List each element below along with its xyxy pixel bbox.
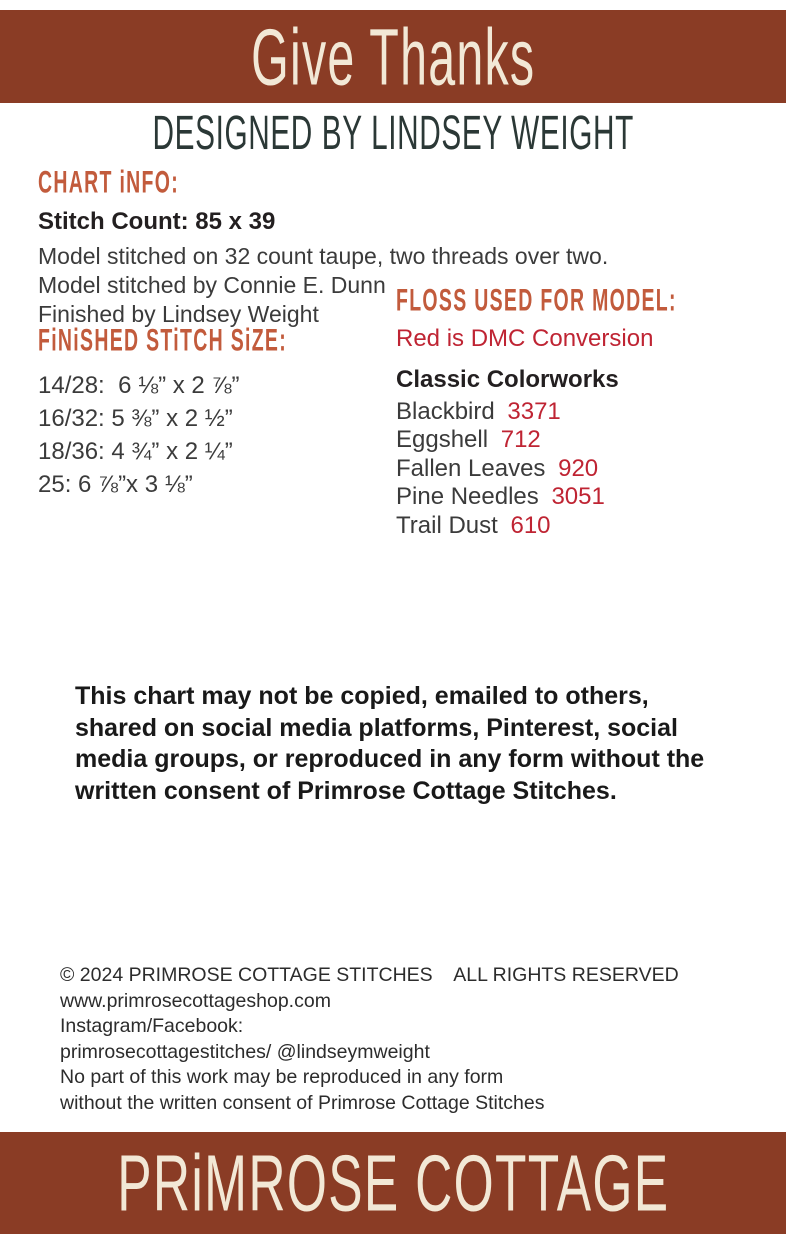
floss-brand: Classic Colorworks: [396, 365, 619, 393]
stitch-count: Stitch Count: 85 x 39: [38, 208, 276, 235]
copyright-notice: This chart may not be copied, emailed to others, shared on social media platforms, Pinterest, social media groups, or reproduced in any form without the written consent of Primrose Cottage Stitches.: [75, 682, 705, 805]
model-fabric-line: Model stitched on 32 count taupe, two threads over two.: [38, 242, 609, 269]
title-banner: [0, 10, 786, 103]
reproduction-notice-line-1: No part of this work may be reproduced in any form: [60, 1066, 504, 1088]
floss-color-name: Fallen Leaves: [396, 454, 546, 482]
social-handles-line: primrosecottagestitches/ @lindseymweight: [60, 1040, 430, 1063]
designer-credit-row: [0, 107, 786, 160]
floss-dmc-number: 3051: [551, 483, 605, 511]
floss-heading: FLOSS USED FOR MODEL:: [396, 283, 677, 318]
brand-banner: [0, 1132, 786, 1234]
finished-stitch-size-section: [38, 324, 421, 501]
floss-dmc-number: 610: [510, 511, 551, 539]
floss-color-name: Blackbird: [396, 397, 495, 425]
copyright-line: © 2024 PRIMROSE COTTAGE STITCHES ALL RIGHTS RESERVED: [60, 964, 679, 986]
floss-item-pine-needles: [396, 483, 766, 512]
floss-item-blackbird: [396, 398, 766, 427]
chart-info-heading: CHART iNFO:: [38, 165, 180, 200]
floss-color-name: Eggshell: [396, 426, 489, 454]
size-line-18-36: 18/36: 4 ¾” x 2 ¼”: [38, 438, 233, 465]
footer-info-block: [60, 963, 700, 1116]
floss-item-fallen-leaves: [396, 455, 766, 484]
designer-credit: DESIGNED BY LINDSEY WEIGHT: [152, 107, 634, 160]
floss-color-name: Trail Dust: [396, 511, 498, 539]
model-finisher-line: Finished by Lindsey Weight: [38, 300, 319, 327]
reproduction-notice-line-2: without the written consent of Primrose Cottage Stitches: [60, 1091, 545, 1114]
floss-color-name: Pine Needles: [396, 483, 539, 511]
size-line-16-32: 16/32: 5 ⅜” x 2 ½”: [38, 405, 233, 432]
social-label-line: Instagram/Facebook:: [60, 1015, 244, 1037]
brand-name: PRiMROSE COTTAGE: [116, 1138, 670, 1228]
floss-section: [396, 284, 766, 540]
website-line: www.primrosecottageshop.com: [60, 989, 331, 1012]
floss-item-trail-dust: [396, 512, 766, 541]
floss-dmc-number: 712: [500, 426, 541, 454]
dmc-conversion-note: Red is DMC Conversion: [396, 325, 654, 352]
model-stitcher-line: Model stitched by Connie E. Dunn: [38, 271, 386, 298]
floss-item-eggshell: [396, 426, 766, 455]
size-line-25: 25: 6 ⅞”x 3 ⅛”: [38, 471, 193, 498]
floss-dmc-number: 920: [558, 454, 599, 482]
floss-dmc-number: 3371: [507, 397, 561, 425]
finished-stitch-size-heading: FiNiSHED STiTCH SiZE:: [38, 323, 288, 358]
size-line-14-28: 14/28: 6 ⅛” x 2 ⅞”: [38, 372, 240, 399]
pattern-title: Give Thanks: [250, 11, 536, 102]
